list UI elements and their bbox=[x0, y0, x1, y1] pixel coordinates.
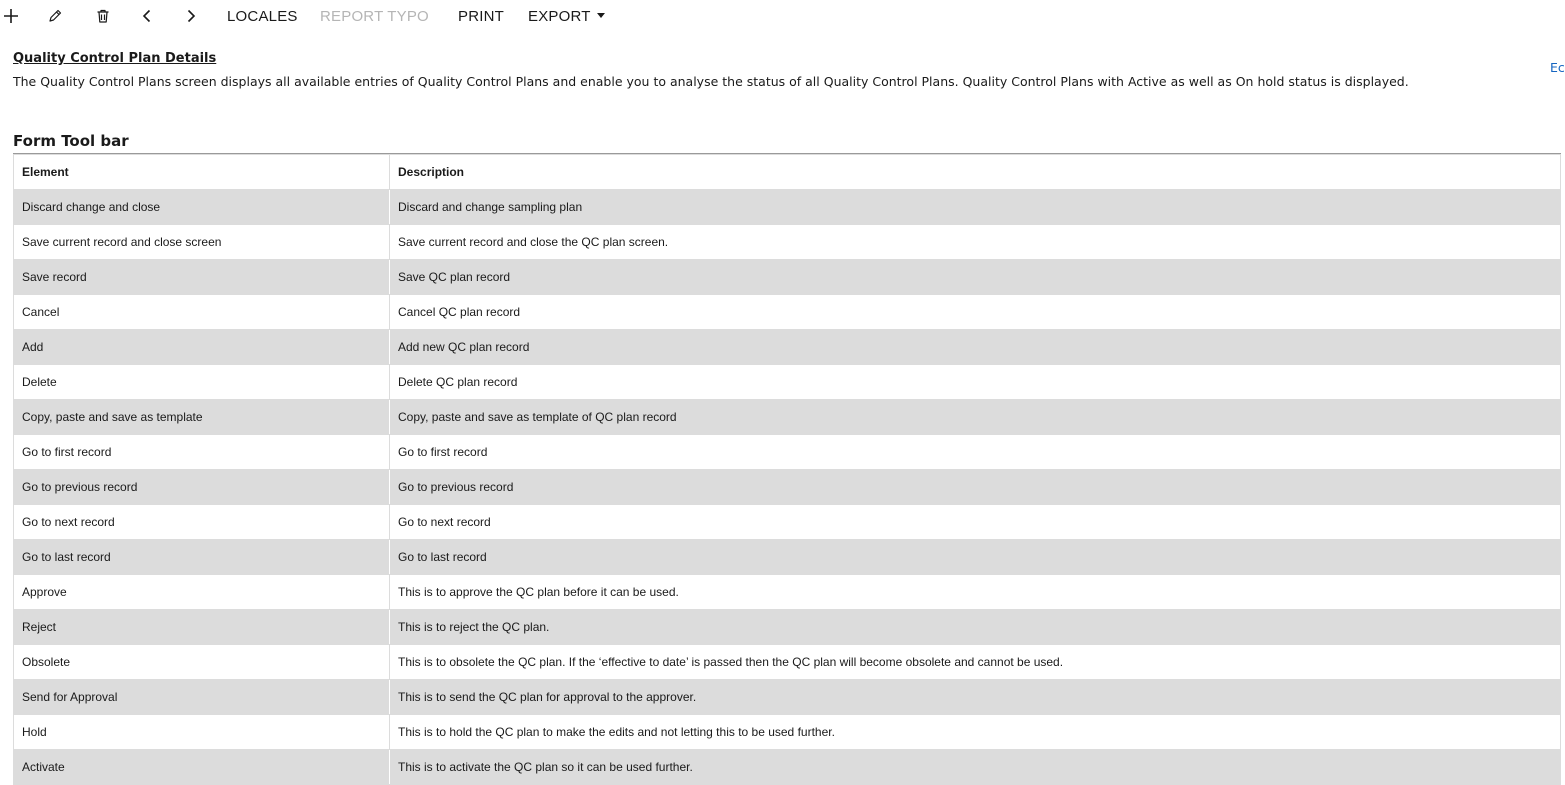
table-row bbox=[14, 575, 1561, 610]
table-row bbox=[14, 435, 1561, 470]
table-row bbox=[14, 330, 1561, 365]
description-cell: Discard and change sampling plan bbox=[390, 190, 1561, 225]
element-cell: Add bbox=[14, 330, 390, 365]
column-header-element: Element bbox=[14, 155, 390, 190]
page-title: Quality Control Plan Details bbox=[13, 51, 217, 66]
element-cell: Save record bbox=[14, 260, 390, 295]
element-cell: Copy, paste and save as template bbox=[14, 400, 390, 435]
table-row bbox=[14, 645, 1561, 680]
description-cell: This is to reject the QC plan. bbox=[390, 610, 1561, 645]
column-header-description: Description bbox=[390, 155, 1561, 190]
table-row bbox=[14, 260, 1561, 295]
element-cell: Go to last record bbox=[14, 540, 390, 575]
table-row bbox=[14, 225, 1561, 260]
element-cell: Discard change and close bbox=[14, 190, 390, 225]
element-cell: Approve bbox=[14, 575, 390, 610]
page-description: The Quality Control Plans screen displays all available entries of Quality Control Plans and enable you to analyse the status of all Quality Control Plans. Quality Control Plans with Active as well as On hold status is displayed. bbox=[13, 74, 1409, 89]
description-cell: This is to obsolete the QC plan. If the ‘effective to date’ is passed then the QC plan will become obsolete and cannot be used. bbox=[390, 645, 1561, 680]
table-row bbox=[14, 505, 1561, 540]
form-toolbar bbox=[0, 0, 1565, 32]
description-cell: Go to next record bbox=[390, 505, 1561, 540]
table-row bbox=[14, 610, 1561, 645]
section-title: Form Tool bar bbox=[13, 132, 129, 150]
report-typo-button[interactable]: REPORT TYPO bbox=[320, 8, 429, 25]
toolbar-elements-table bbox=[13, 154, 1561, 785]
description-cell: Go to previous record bbox=[390, 470, 1561, 505]
element-cell: Activate bbox=[14, 750, 390, 785]
description-cell: Save current record and close the QC plan screen. bbox=[390, 225, 1561, 260]
table-header-row bbox=[14, 155, 1561, 190]
description-cell: Save QC plan record bbox=[390, 260, 1561, 295]
locales-button[interactable]: LOCALES bbox=[227, 8, 298, 25]
table-row bbox=[14, 470, 1561, 505]
description-cell: Go to first record bbox=[390, 435, 1561, 470]
element-cell: Go to first record bbox=[14, 435, 390, 470]
trash-icon[interactable] bbox=[92, 5, 114, 27]
export-label: EXPORT bbox=[528, 8, 591, 25]
element-cell: Save current record and close screen bbox=[14, 225, 390, 260]
export-dropdown[interactable] bbox=[528, 8, 605, 25]
description-cell: Copy, paste and save as template of QC plan record bbox=[390, 400, 1561, 435]
element-cell: Obsolete bbox=[14, 645, 390, 680]
plus-icon[interactable] bbox=[0, 5, 22, 27]
table-body bbox=[14, 190, 1561, 785]
element-cell: Hold bbox=[14, 715, 390, 750]
caret-down-icon bbox=[597, 13, 605, 18]
description-cell: This is to activate the QC plan so it can be used further. bbox=[390, 750, 1561, 785]
element-cell: Go to next record bbox=[14, 505, 390, 540]
description-cell: Cancel QC plan record bbox=[390, 295, 1561, 330]
description-cell: Add new QC plan record bbox=[390, 330, 1561, 365]
element-cell: Delete bbox=[14, 365, 390, 400]
description-cell: Delete QC plan record bbox=[390, 365, 1561, 400]
table-row bbox=[14, 295, 1561, 330]
table-row bbox=[14, 680, 1561, 715]
description-cell: This is to hold the QC plan to make the edits and not letting this to be used further. bbox=[390, 715, 1561, 750]
table-row bbox=[14, 365, 1561, 400]
table-row bbox=[14, 715, 1561, 750]
edit-link[interactable]: Ec bbox=[1550, 60, 1565, 75]
description-cell: Go to last record bbox=[390, 540, 1561, 575]
print-button[interactable]: PRINT bbox=[458, 8, 504, 25]
description-cell: This is to approve the QC plan before it can be used. bbox=[390, 575, 1561, 610]
table-row bbox=[14, 540, 1561, 575]
chevron-left-icon[interactable] bbox=[136, 5, 158, 27]
element-cell: Cancel bbox=[14, 295, 390, 330]
pencil-icon[interactable] bbox=[44, 5, 66, 27]
table-row bbox=[14, 750, 1561, 785]
element-cell: Reject bbox=[14, 610, 390, 645]
element-cell: Go to previous record bbox=[14, 470, 390, 505]
element-cell: Send for Approval bbox=[14, 680, 390, 715]
table-row bbox=[14, 190, 1561, 225]
table-row bbox=[14, 400, 1561, 435]
chevron-right-icon[interactable] bbox=[180, 5, 202, 27]
description-cell: This is to send the QC plan for approval to the approver. bbox=[390, 680, 1561, 715]
